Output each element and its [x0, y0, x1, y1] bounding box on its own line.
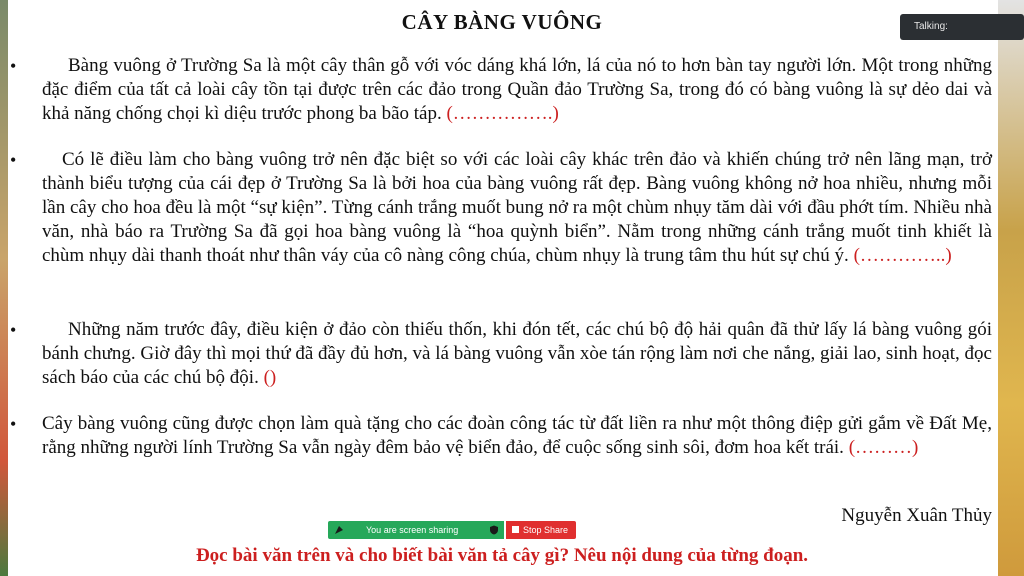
paragraph-text: Cây bàng vuông cũng được chọn làm quà tặng cho các đoàn công tác từ đất liền ra như một thông điệp gửi gắm về Đất Mẹ, rằng những người lính Trường Sa vẫn ngày đêm bảo vệ biển đảo, để cuộc sống sinh sôi, đơm hoa kết trái. — [42, 413, 992, 458]
answer-blank: (…………….) — [446, 103, 559, 124]
stop-share-button[interactable] — [506, 521, 576, 539]
paragraph-text: Những năm trước đây, điều kiện ở đảo còn thiếu thốn, khi đón tết, các chú bộ độ hải quân đã thử lấy lá bàng vuông gói bánh chưng. Giờ đây thì mọi thứ đã đầy đủ hơn, và lá bàng vuông vẫn xòe tán rộng làm nơi che nắng, giải lao, sinh hoạt, đọc sách báo của các chú bộ đội. — [42, 319, 992, 388]
sharing-status-area[interactable] — [328, 521, 504, 539]
screen-share-bar — [328, 521, 576, 539]
drag-handle-icon[interactable] — [334, 525, 344, 535]
document-title: CÂY BÀNG VUÔNG — [401, 10, 603, 34]
paragraph-3 — [42, 318, 992, 390]
answer-blank: (………) — [848, 437, 919, 458]
stop-share-label: Stop Share — [523, 525, 569, 535]
sharing-status-text: You are screen sharing — [366, 525, 459, 535]
question-prompt: Đọc bài văn trên và cho biết bài văn tả cây gì? Nêu nội dung của từng đoạn. — [195, 545, 809, 566]
stop-icon — [512, 526, 519, 533]
talking-indicator — [900, 14, 1024, 40]
paragraph-2 — [42, 148, 992, 268]
bullet-marker: • — [10, 56, 17, 76]
right-edge-strip — [998, 0, 1024, 576]
bullet-marker: • — [10, 320, 17, 340]
answer-blank: (…………..) — [853, 245, 952, 266]
bullet-marker: • — [10, 414, 17, 434]
author-name: Nguyễn Xuân Thủy — [841, 505, 992, 526]
answer-blank: () — [263, 367, 277, 388]
paragraph-text: Bàng vuông ở Trường Sa là một cây thân gỗ với vóc dáng khá lớn, lá của nó to hơn bàn tay người lớn. Một trong những đặc điểm của tất cả loài cây tồn tại được trên các đảo trong Quần đảo Trường Sa, trong đó có bàng vuông là sự dẻo dai và khả năng chống chọi kì diệu trước phong ba bão táp. — [42, 55, 992, 124]
talking-label: Talking: — [914, 21, 948, 32]
left-edge-strip — [0, 0, 8, 576]
paragraph-1 — [42, 54, 992, 126]
paragraph-text: Có lẽ điều làm cho bàng vuông trở nên đặc biệt so với các loài cây khác trên đảo và khiến chúng trở nên lãng mạn, trở thành biểu tượng của cái đẹp ở Trường Sa là bởi hoa của bàng vuông rất đẹp. Bàng vuông không nở hoa nhiều, nhưng mỗi lần cây cho hoa đều là một “sự kiện”. Từng cánh trắng muốt bung nở ra một chùm nhụy tăm dài với đầu phớt tím. Nhiều nhà văn, nhà báo ra Trường Sa đã gọi hoa bàng vuông là “hoa quỳnh biển”. Nằm trong những cánh trắng muốt tinh khiết là chùm nhụy dài thanh thoát như thân váy của cô nàng công chúa, chùm nhụy là trung tâm thu hút sự chú ý. — [42, 149, 992, 266]
shield-icon[interactable] — [489, 525, 499, 535]
bullet-marker: • — [10, 150, 17, 170]
paragraph-4 — [42, 412, 992, 460]
